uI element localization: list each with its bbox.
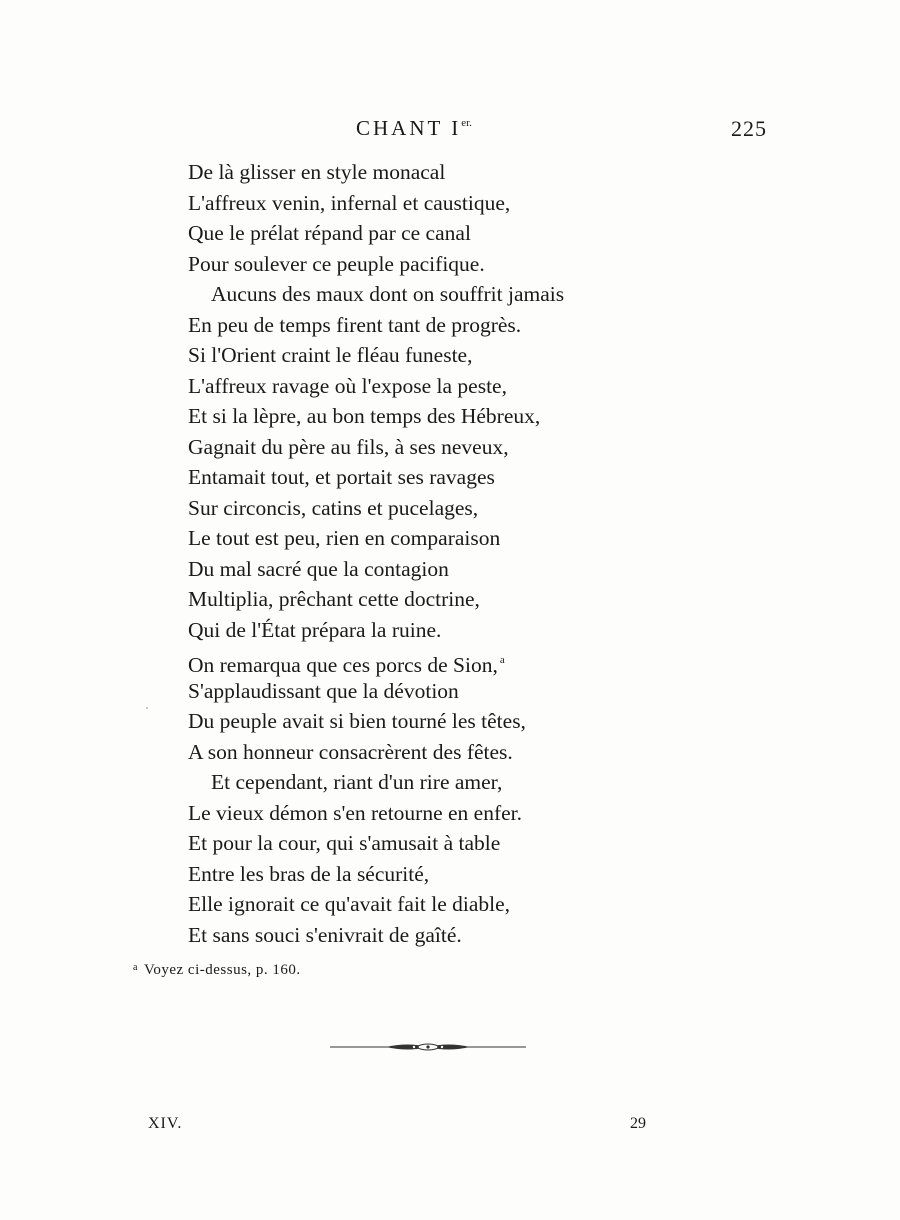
verse-line [188,523,708,554]
ornament-rule-icon [328,1040,528,1054]
verse-line [188,767,708,798]
verse-line [188,645,708,676]
verse-line [188,218,708,249]
verse-text: De là glisser en style monacal [188,160,446,184]
verse-text: L'affreux ravage où l'expose la peste, [188,373,507,398]
chant-title [356,116,472,141]
verse-line [188,676,708,707]
verse-line [188,157,708,188]
verse-line [188,554,708,585]
verse-line [188,920,708,951]
verse-text: Et cependant, riant d'un rire amer, [211,770,503,794]
verse-text: A son honneur consacrèrent des fêtes. [188,739,513,764]
verse-text: Et si la lèpre, au bon temps des Hébreux, [188,404,541,428]
verse-text: Sur circoncis, catins et pucelages, [188,495,479,520]
verse-line [188,615,708,646]
verse-line [188,188,708,219]
verse-text: Entamait tout, et portait ses ravages [188,465,495,489]
verse-text: Entre les bras de la sécurité, [188,861,430,886]
verse-text: Multiplia, prêchant cette doctrine, [188,587,480,611]
verse-line [188,859,708,890]
verse-text: Que le prélat répand par ce canal [188,221,471,245]
verse-text: Du mal sacré que la contagion [188,556,449,581]
verse-text: En peu de temps firent tant de progrès. [188,312,522,337]
verse-text: L'affreux venin, infernal et caustique, [188,190,511,215]
verse-line [188,310,708,341]
poem-body [188,157,708,950]
verse-line [188,706,708,737]
verse-text: Le vieux démon s'en retourne en enfer. [188,800,523,825]
verse-text: S'applaudissant que la dévotion [188,678,459,703]
verse-line [188,340,708,371]
verse-line [188,493,708,524]
footnote-text: Voyez ci-dessus, p. 160. [143,962,301,978]
signature-number: 29 [630,1115,646,1132]
paper-speck [146,707,148,709]
signature-mark: XIV. [148,1115,183,1132]
running-head [0,116,900,146]
verse-text: Si l'Orient craint le fléau funeste, [188,343,473,367]
footnote-marker: a [133,962,138,973]
verse-line [188,584,708,615]
page-number: 225 [731,116,767,141]
verse-line [188,401,708,432]
verse-text: Gagnait du père au fils, à ses neveux, [188,434,509,459]
verse-text: Le tout est peu, rien en comparaison [188,526,501,550]
verse-text: Elle ignorait ce qu'avait fait le diable, [188,892,511,916]
footnote [133,962,301,979]
verse-text: Et pour la cour, qui s'amusait à table [188,831,501,855]
verse-note-marker: a [499,654,505,666]
verse-text: Du peuple avait si bien tourné les têtes, [188,709,526,733]
verse-line [188,371,708,402]
verse-text: Pour soulever ce peuple pacifique. [188,251,485,276]
chant-title-text: CHANT I [356,116,462,140]
chant-title-suffix: er. [461,117,472,129]
verse-line [188,432,708,463]
verse-line [188,889,708,920]
verse-text: Qui de l'État prépara la ruine. [188,617,442,642]
verse-line [188,828,708,859]
verse-line [188,737,708,768]
verse-line [188,798,708,829]
verse-line [188,279,708,310]
verse-line [188,462,708,493]
verse-line [188,249,708,280]
verse-text: On remarqua que ces porcs de Sion, [188,653,498,677]
verse-text: Aucuns des maux dont on souffrit jamais [211,282,565,306]
verse-text: Et sans souci s'enivrait de gaîté. [188,922,462,947]
